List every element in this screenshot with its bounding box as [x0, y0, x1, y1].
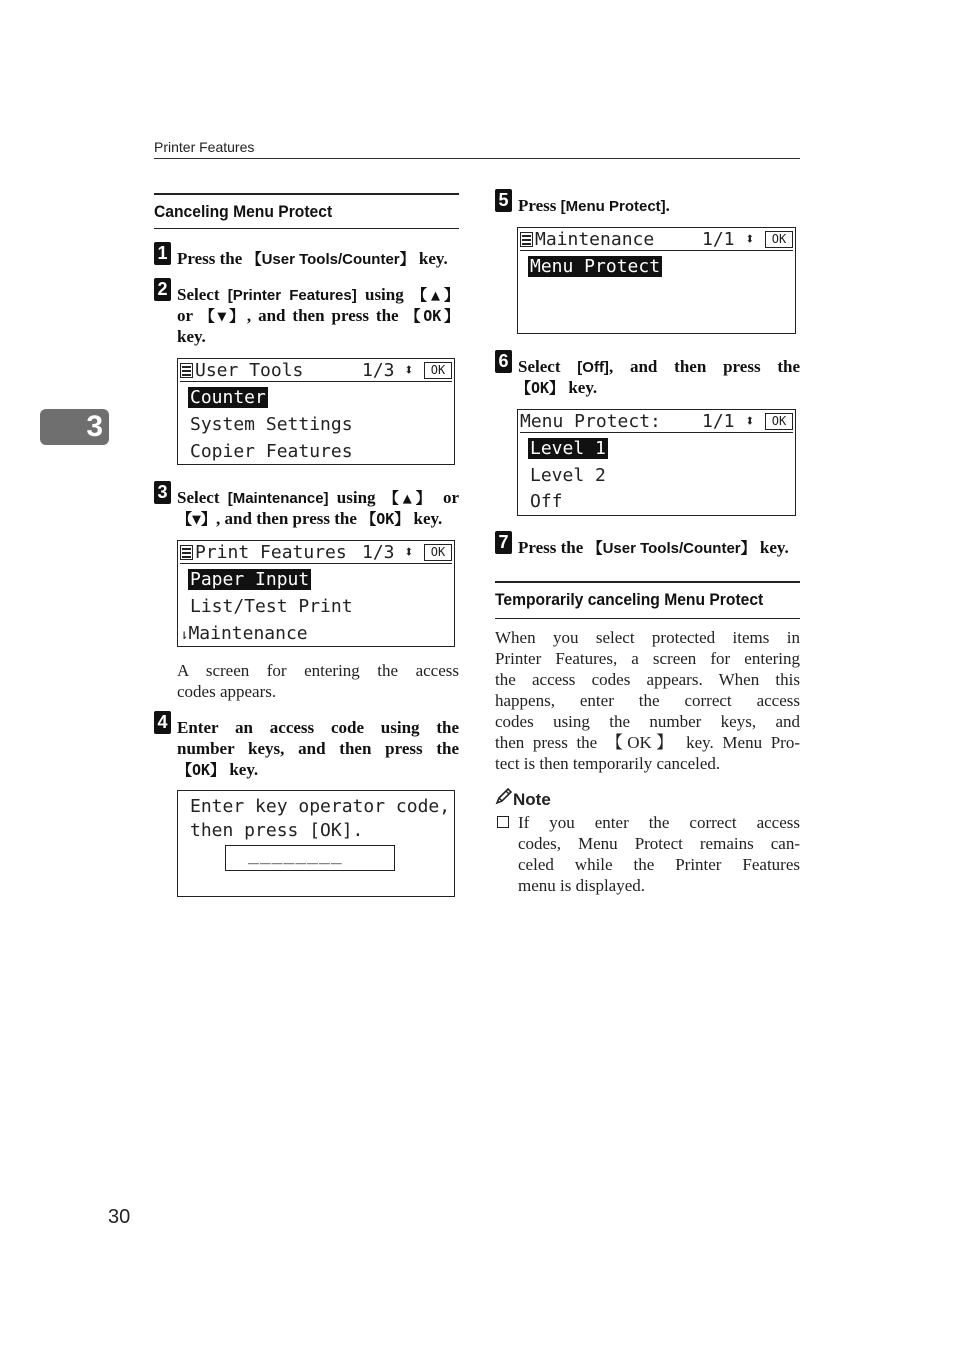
t: or [434, 488, 460, 507]
note-heading [495, 787, 551, 810]
lcd-prompt-line-1: Enter key operator code, [190, 796, 451, 817]
step-1-pre: Press the [177, 249, 247, 268]
t: key. [225, 760, 259, 779]
lcd-item-menu-protect: Menu Protect [530, 256, 661, 277]
step-2-line-2 [177, 305, 459, 327]
t: , and then press the [608, 357, 801, 376]
step-6-line-1 [518, 356, 800, 378]
step-3-line-1 [177, 487, 459, 509]
t: , and then press the [216, 509, 362, 528]
lcd-title: Menu Protect: [520, 411, 661, 432]
text-line: the access codes appears. When this [495, 670, 800, 689]
updown-arrows-icon: ⬍ [745, 229, 755, 248]
key-ok: 【OK】 [361, 510, 410, 528]
t: using [356, 285, 412, 304]
key-user-tools-counter: 【User Tools/Counter】 [587, 540, 756, 557]
lcd-prompt-line-2: then press [OK]. [190, 820, 364, 841]
text-line: happens, enter the correct access [495, 691, 800, 710]
paragraph-temporary-cancel [495, 627, 800, 774]
note-title: Note [513, 790, 551, 809]
key-ok: 【OK】 [405, 307, 460, 325]
section-heading-temporarily [495, 581, 800, 619]
key-ok: 【OK】 [516, 379, 565, 397]
step-1-text [177, 248, 448, 270]
section-title: Temporarily canceling Menu Protect [495, 590, 764, 609]
t: Press the [518, 538, 588, 557]
step-4-line-1: Enter an access code using the [177, 718, 459, 737]
option-off: [Off] [577, 359, 609, 376]
t: key. [564, 378, 598, 397]
step-7-text [518, 537, 789, 559]
t: key. [755, 538, 789, 557]
lcd-page: 1/1 [702, 229, 735, 250]
ok-icon: OK [424, 362, 452, 379]
step-1-post: key. [414, 249, 448, 268]
t: , and then press the [246, 306, 406, 325]
text-line: then press the 【OK】 key. Menu Pro- [495, 733, 800, 752]
step-4-line-2: number keys, and then press the [177, 739, 459, 758]
header-rule [154, 158, 800, 159]
lcd-title-bar [180, 542, 452, 564]
note-text [518, 812, 800, 896]
menu-menu-protect: [Menu Protect] [560, 198, 666, 215]
running-header: Printer Features [154, 139, 255, 155]
key-up: 【▲】 [411, 286, 459, 304]
lcd-item-maintenance-row [180, 623, 308, 646]
menu-icon [180, 363, 193, 378]
lcd-title: User Tools [195, 360, 304, 381]
lcd-item-system-settings: System Settings [190, 414, 353, 435]
key-ok: 【OK】 [177, 761, 226, 779]
text-line: tect is then temporarily canceled. [495, 754, 721, 773]
chapter-tab: 3 [40, 409, 109, 445]
lcd-title-bar [520, 411, 793, 433]
lcd-item-paper-input: Paper Input [190, 569, 310, 590]
step-number-2: 2 [154, 278, 171, 301]
t: or [177, 306, 200, 325]
step-5-text [518, 195, 670, 217]
menu-icon [180, 545, 193, 560]
text-line: Printer Features, a screen for entering [495, 649, 800, 668]
t: Press [518, 196, 561, 215]
lcd-page: 1/3 [362, 542, 395, 563]
lcd-enter-code [177, 790, 455, 897]
section-heading-canceling [154, 193, 459, 229]
key-down: 【▼】 [199, 307, 247, 325]
updown-arrows-icon: ⬍ [404, 360, 414, 379]
updown-arrows-icon: ⬍ [745, 411, 755, 430]
t: . [665, 196, 670, 215]
lcd-title-bar [520, 229, 793, 251]
step-number-7: 7 [495, 531, 512, 554]
key-user-tools-counter: 【User Tools/Counter】 [246, 251, 415, 268]
menu-maintenance: [Maintenance] [227, 490, 329, 507]
step-2-line-3: key. [177, 327, 206, 346]
checkbox-bullet-icon [497, 816, 509, 828]
key-down: 【▼】 [177, 510, 217, 528]
ok-icon: OK [765, 413, 793, 430]
step-3-result [177, 660, 459, 702]
step-number-4: 4 [154, 711, 171, 734]
menu-icon [520, 232, 533, 247]
lcd-item-selected [188, 387, 268, 409]
ok-icon: OK [765, 231, 793, 248]
lcd-item-copier-features: Copier Features [190, 441, 353, 462]
step-3-line-2 [177, 508, 442, 530]
lcd-item-selected [188, 569, 311, 591]
step-number-6: 6 [495, 350, 512, 373]
text-line: codes using the number keys, and [495, 712, 800, 731]
t: Select [177, 488, 228, 507]
scroll-down-icon: ⇂ [180, 627, 189, 643]
lcd-item-maintenance: Maintenance [188, 623, 308, 644]
updown-arrows-icon: ⬍ [404, 542, 414, 561]
t: Select [518, 357, 578, 376]
step-number-5: 5 [495, 189, 512, 212]
step-number-1: 1 [154, 242, 171, 265]
key-up: 【▲】 [383, 489, 435, 507]
text-line: celed while the Printer Features [518, 855, 800, 874]
lcd-title: Print Features [195, 542, 347, 563]
t: Select [177, 285, 228, 304]
lcd-item-selected [528, 256, 662, 278]
lcd-page: 1/3 [362, 360, 395, 381]
lcd-user-tools [177, 358, 455, 465]
text-line: codes, Menu Protect remains can- [518, 834, 800, 853]
lcd-title: Maintenance [535, 229, 655, 250]
t: using [328, 488, 384, 507]
menu-printer-features: [Printer Features] [227, 287, 357, 304]
ok-icon: OK [424, 544, 452, 561]
lcd-maintenance [517, 227, 796, 334]
text-line: If you enter the correct access [518, 813, 800, 832]
lcd-item-list-test-print: List/Test Print [190, 596, 353, 617]
access-code-field [225, 845, 395, 871]
step-6-line-2 [516, 377, 597, 399]
lcd-item-level-2: Level 2 [530, 465, 606, 486]
text-line: codes appears. [177, 682, 277, 701]
lcd-page: 1/1 [702, 411, 735, 432]
pencil-icon [495, 787, 513, 810]
text-line: A screen for entering the access [177, 661, 459, 680]
lcd-print-features [177, 540, 455, 647]
lcd-item-counter: Counter [190, 387, 266, 408]
lcd-item-level-1: Level 1 [530, 438, 606, 459]
access-code-placeholder: ________ [248, 844, 343, 865]
t: key. [409, 509, 443, 528]
step-4-line-3 [177, 759, 258, 781]
lcd-title-bar [180, 360, 452, 382]
page-number: 30 [108, 1206, 131, 1228]
text-line: menu is displayed. [518, 876, 646, 895]
lcd-item-selected [528, 438, 608, 460]
lcd-item-off: Off [530, 491, 563, 512]
lcd-menu-protect [517, 409, 796, 516]
section-title: Canceling Menu Protect [154, 202, 333, 221]
step-number-3: 3 [154, 481, 171, 504]
text-line: When you select protected items in [495, 628, 800, 647]
step-2-line-1 [177, 284, 459, 306]
